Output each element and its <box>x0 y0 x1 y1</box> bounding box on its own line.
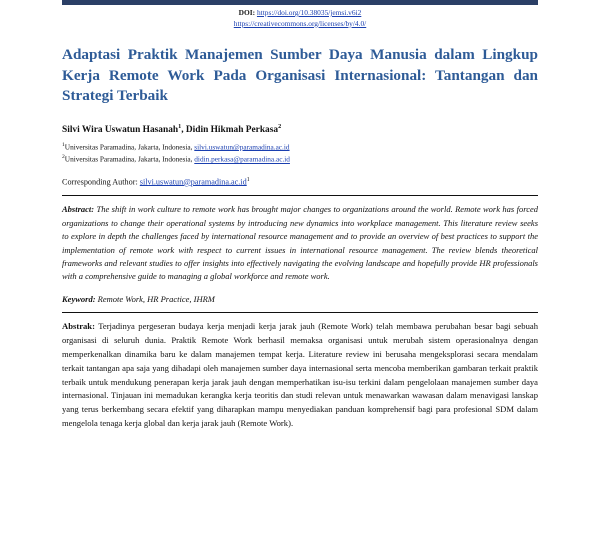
author-separator: , <box>181 124 186 135</box>
affiliation-1 <box>62 141 538 153</box>
affiliation-2-text: Universitas Paramadina, Jakarta, Indonesia, <box>64 154 195 164</box>
abstract-section <box>62 203 538 284</box>
author-2-marker: 2 <box>278 122 282 130</box>
divider-above-abstract <box>62 195 538 196</box>
author-list <box>62 123 538 136</box>
header-rule <box>62 0 538 5</box>
license-link[interactable]: https://creativecommons.org/licenses/by/4.0/ <box>233 18 367 28</box>
abstract-label: Abstract: <box>62 204 95 215</box>
keyword-section <box>62 294 538 304</box>
license-line <box>62 19 538 30</box>
keyword-body: Remote Work, HR Practice, IHRM <box>95 293 215 304</box>
divider-below-keyword <box>62 312 538 313</box>
affiliation-2 <box>62 153 538 165</box>
doi-line <box>62 8 538 19</box>
affiliation-1-text: Universitas Paramadina, Jakarta, Indonesia, <box>64 142 195 152</box>
corresponding-email[interactable]: silvi.uswatun@paramadina.ac.id <box>139 177 247 187</box>
author-1-marker: 1 <box>178 122 182 130</box>
doi-label: DOI: <box>238 8 256 17</box>
keyword-label: Keyword: <box>62 293 96 304</box>
corresponding-label: Corresponding Author: <box>62 177 140 187</box>
affiliation-2-marker: 2 <box>62 154 65 161</box>
author-1-name: Silvi Wira Uswatun Hasanah <box>62 124 179 135</box>
abstract-body: The shift in work culture to remote work has brought major changes to organizations around the world. Remote work has forced organizations to change their operational systems by introducing new dynamics into workplace management. This literature review seeks to explore in depth the challenges faced by international resource management and to provide an overview of best practices to support the implementation of remote work with respect to current issues in international resource management. The review blends theoretical frameworks and relevant studies to offer insights into effectively navigating the evolving landscape and hopefully provide HR professionals with a comprehensive guide to managing a global workforce and remote work. <box>62 204 538 282</box>
corresponding-author <box>62 177 538 187</box>
abstrak-label: Abstrak: <box>62 320 95 331</box>
author-2-name: Didin Hikmah Perkasa <box>185 124 279 135</box>
corresponding-marker: 1 <box>246 176 250 183</box>
page-title: Adaptasi Praktik Manajemen Sumber Daya Manusia dalam Lingkup Kerja Remote Work Pada Organisasi Internasional: Tantangan dan Strategi Terbaik <box>62 46 538 105</box>
affiliation-1-marker: 1 <box>62 141 65 148</box>
doi-link[interactable]: https://doi.org/10.38035/jemsi.v6i2 <box>256 8 362 17</box>
affiliation-2-email[interactable]: didin.perkasa@paramadina.ac.id <box>194 154 290 164</box>
abstrak-body: Terjadinya pergeseran budaya kerja menjadi kerja jarak jauh (Remote Work) telah membawa perubahan besar bagi sebuah organisasi di seluruh dunia. Praktik Remote Work berhasil memaksa organisasi untuk merubah sistem operasionalnya dengan memperkenalkan dinamika baru ke dalam manajemen tempat kerja. Literature review ini berusaha mengeksplorasi secara mendalam terkait tantangan apa saja yang dihadapi oleh manajemen sumber daya internasional serta mencoba memberikan gambaran terkait praktik terbaik untuk mendukung penerapan kerja jarak jauh dengan memperhatikan isu-isu terkini dalam pengelolaan manajemen sumber daya internasional. Tinjauan ini memadukan kerangka kerja teoritis dan studi relevan untuk menawarkan wawasan dalam menavigasi lanskap yang terus berkembang secara efektif yang diharapkan mampu menyediakan panduan komprehensif bagi para profesional SDM dalam mengelola tenaga kerja global dan kerja jarak jauh (Remote Work). <box>62 320 538 429</box>
abstrak-section <box>62 320 538 431</box>
affiliation-1-email[interactable]: silvi.uswatun@paramadina.ac.id <box>194 142 290 152</box>
